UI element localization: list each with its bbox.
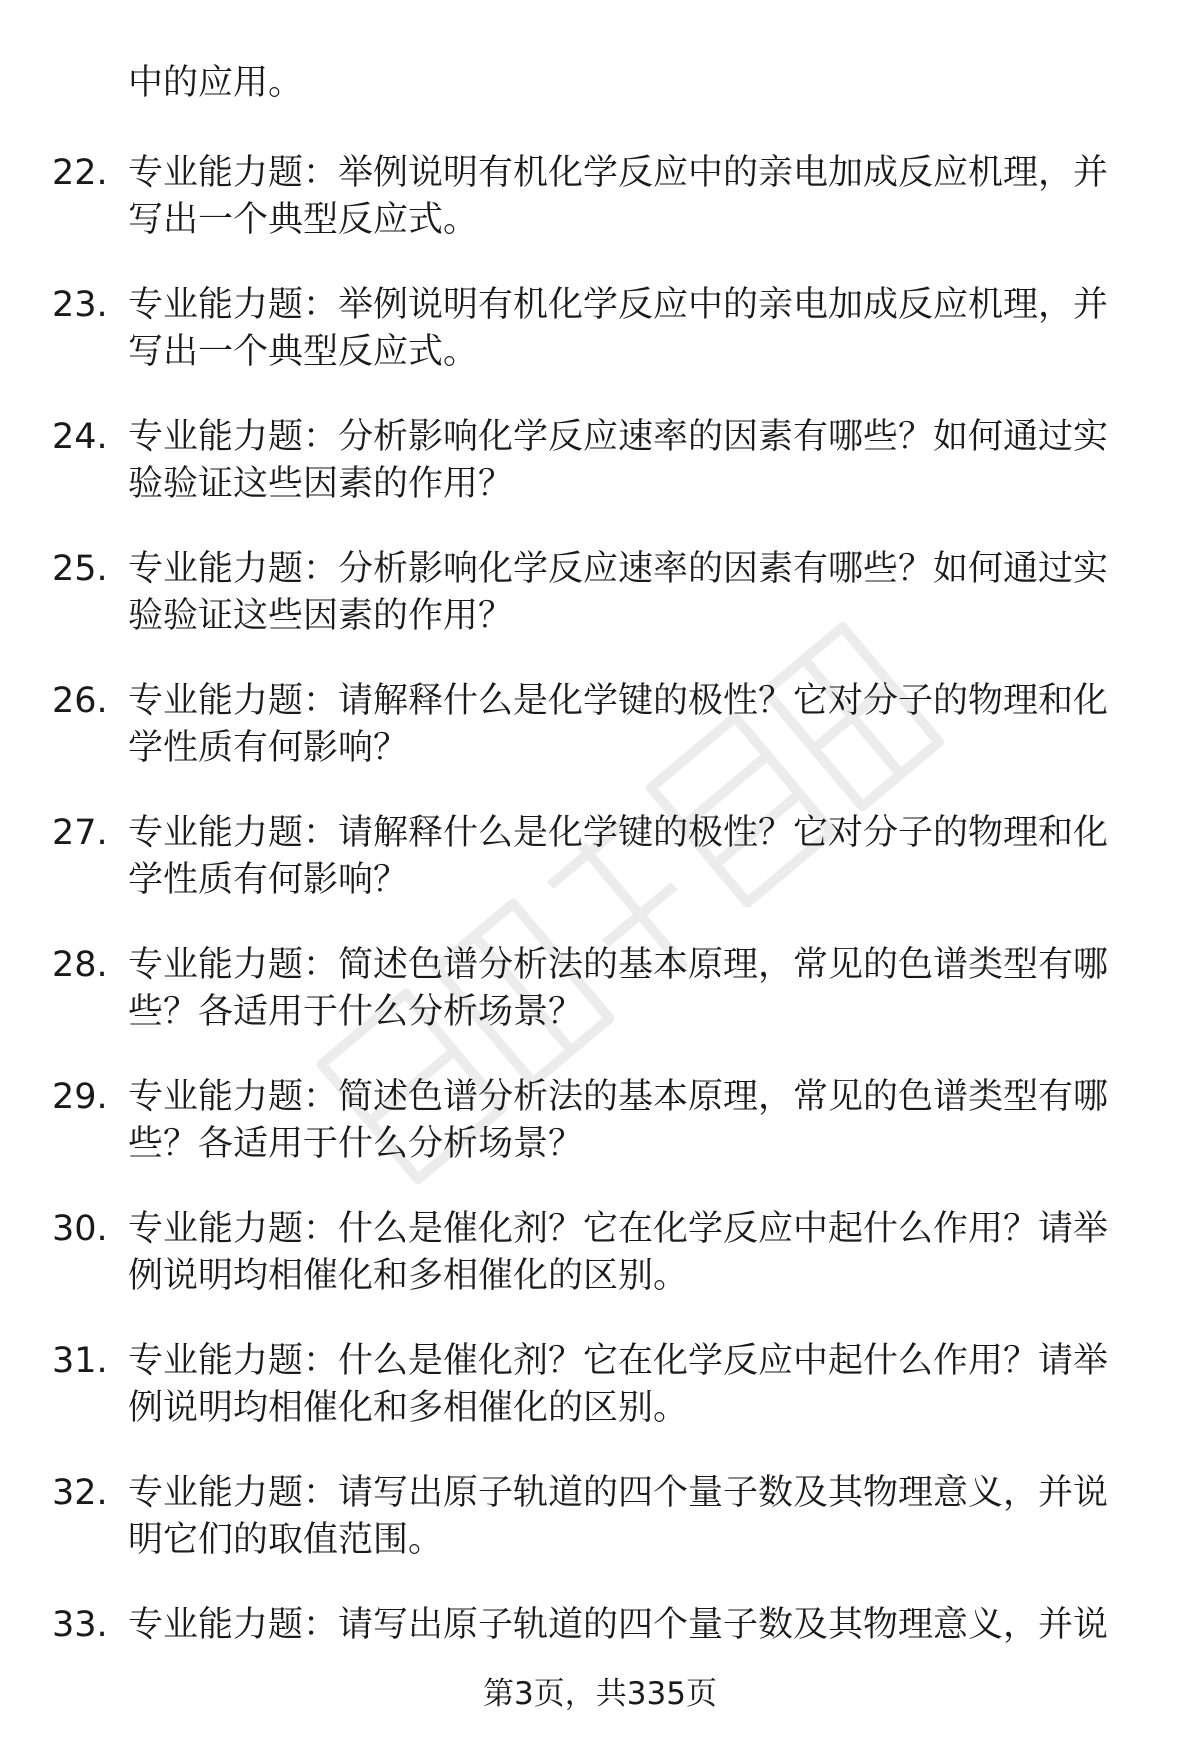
page-footer: 第3页，共335页 [483,1676,717,1712]
question-text-line-1: 专业能力题：请解释什么是化学键的极性？它对分子的物理和化 [128,681,1109,721]
question-number: 24. [52,417,108,457]
question-number: 29. [52,1077,108,1117]
question-text-line-2: 例说明均相催化和多相催化的区别。 [128,1388,689,1428]
question-text-line-2: 验验证这些因素的作用？ [128,464,514,504]
question-item [0,412,1200,544]
question-item [0,280,1200,412]
question-text-line-2: 例说明均相催化和多相催化的区别。 [128,1256,689,1296]
question-text-line-2: 验验证这些因素的作用？ [128,596,514,636]
question-item [0,1468,1200,1600]
question-text-line-1: 专业能力题：分析影响化学反应速率的因素有哪些？如何通过实 [128,417,1109,457]
question-item [0,940,1200,1072]
question-text-line-1: 专业能力题：分析影响化学反应速率的因素有哪些？如何通过实 [128,549,1109,589]
question-number: 32. [52,1473,108,1513]
question-text-line-2: 些？各适用于什么分析场景？ [128,1124,584,1164]
question-number: 27. [52,813,108,853]
question-item [0,544,1200,676]
question-item [0,808,1200,940]
question-number: 23. [52,285,108,325]
continuation-text: 中的应用。 [128,63,304,103]
question-text-line-1: 专业能力题：请写出原子轨道的四个量子数及其物理意义，并说 [128,1473,1109,1513]
question-text-line-2: 写出一个典型反应式。 [128,200,479,240]
question-text-line-1: 专业能力题：什么是催化剂？它在化学反应中起什么作用？请举 [128,1209,1109,1249]
question-text-line-1: 专业能力题：简述色谱分析法的基本原理，常见的色谱类型有哪 [128,945,1109,985]
question-item [0,148,1200,280]
question-number: 25. [52,549,108,589]
question-text-line-2: 些？各适用于什么分析场景？ [128,992,584,1032]
question-text-line-1: 专业能力题：什么是催化剂？它在化学反应中起什么作用？请举 [128,1341,1109,1381]
question-list [0,148,1200,1732]
question-text-line-2: 学性质有何影响？ [128,860,409,900]
question-item [0,676,1200,808]
question-text-line-2: 学性质有何影响？ [128,728,409,768]
question-number: 22. [52,153,108,193]
question-text-line-2: 写出一个典型反应式。 [128,332,479,372]
question-number: 33. [52,1605,108,1645]
question-text-line-1: 专业能力题：简述色谱分析法的基本原理，常见的色谱类型有哪 [128,1077,1109,1117]
question-item [0,1072,1200,1204]
question-item [0,1204,1200,1336]
question-number: 30. [52,1209,108,1249]
question-text-line-1: 专业能力题：请解释什么是化学键的极性？它对分子的物理和化 [128,813,1109,853]
question-number: 31. [52,1341,108,1381]
question-text-line-1: 专业能力题：举例说明有机化学反应中的亲电加成反应机理，并 [128,285,1109,325]
question-text-line-1: 专业能力题：请写出原子轨道的四个量子数及其物理意义，并说 [128,1605,1109,1645]
question-number: 28. [52,945,108,985]
question-text-line-1: 专业能力题：举例说明有机化学反应中的亲电加成反应机理，并 [128,153,1109,193]
question-number: 26. [52,681,108,721]
question-item [0,1336,1200,1468]
question-text-line-2: 明它们的取值范围。 [128,1520,444,1560]
